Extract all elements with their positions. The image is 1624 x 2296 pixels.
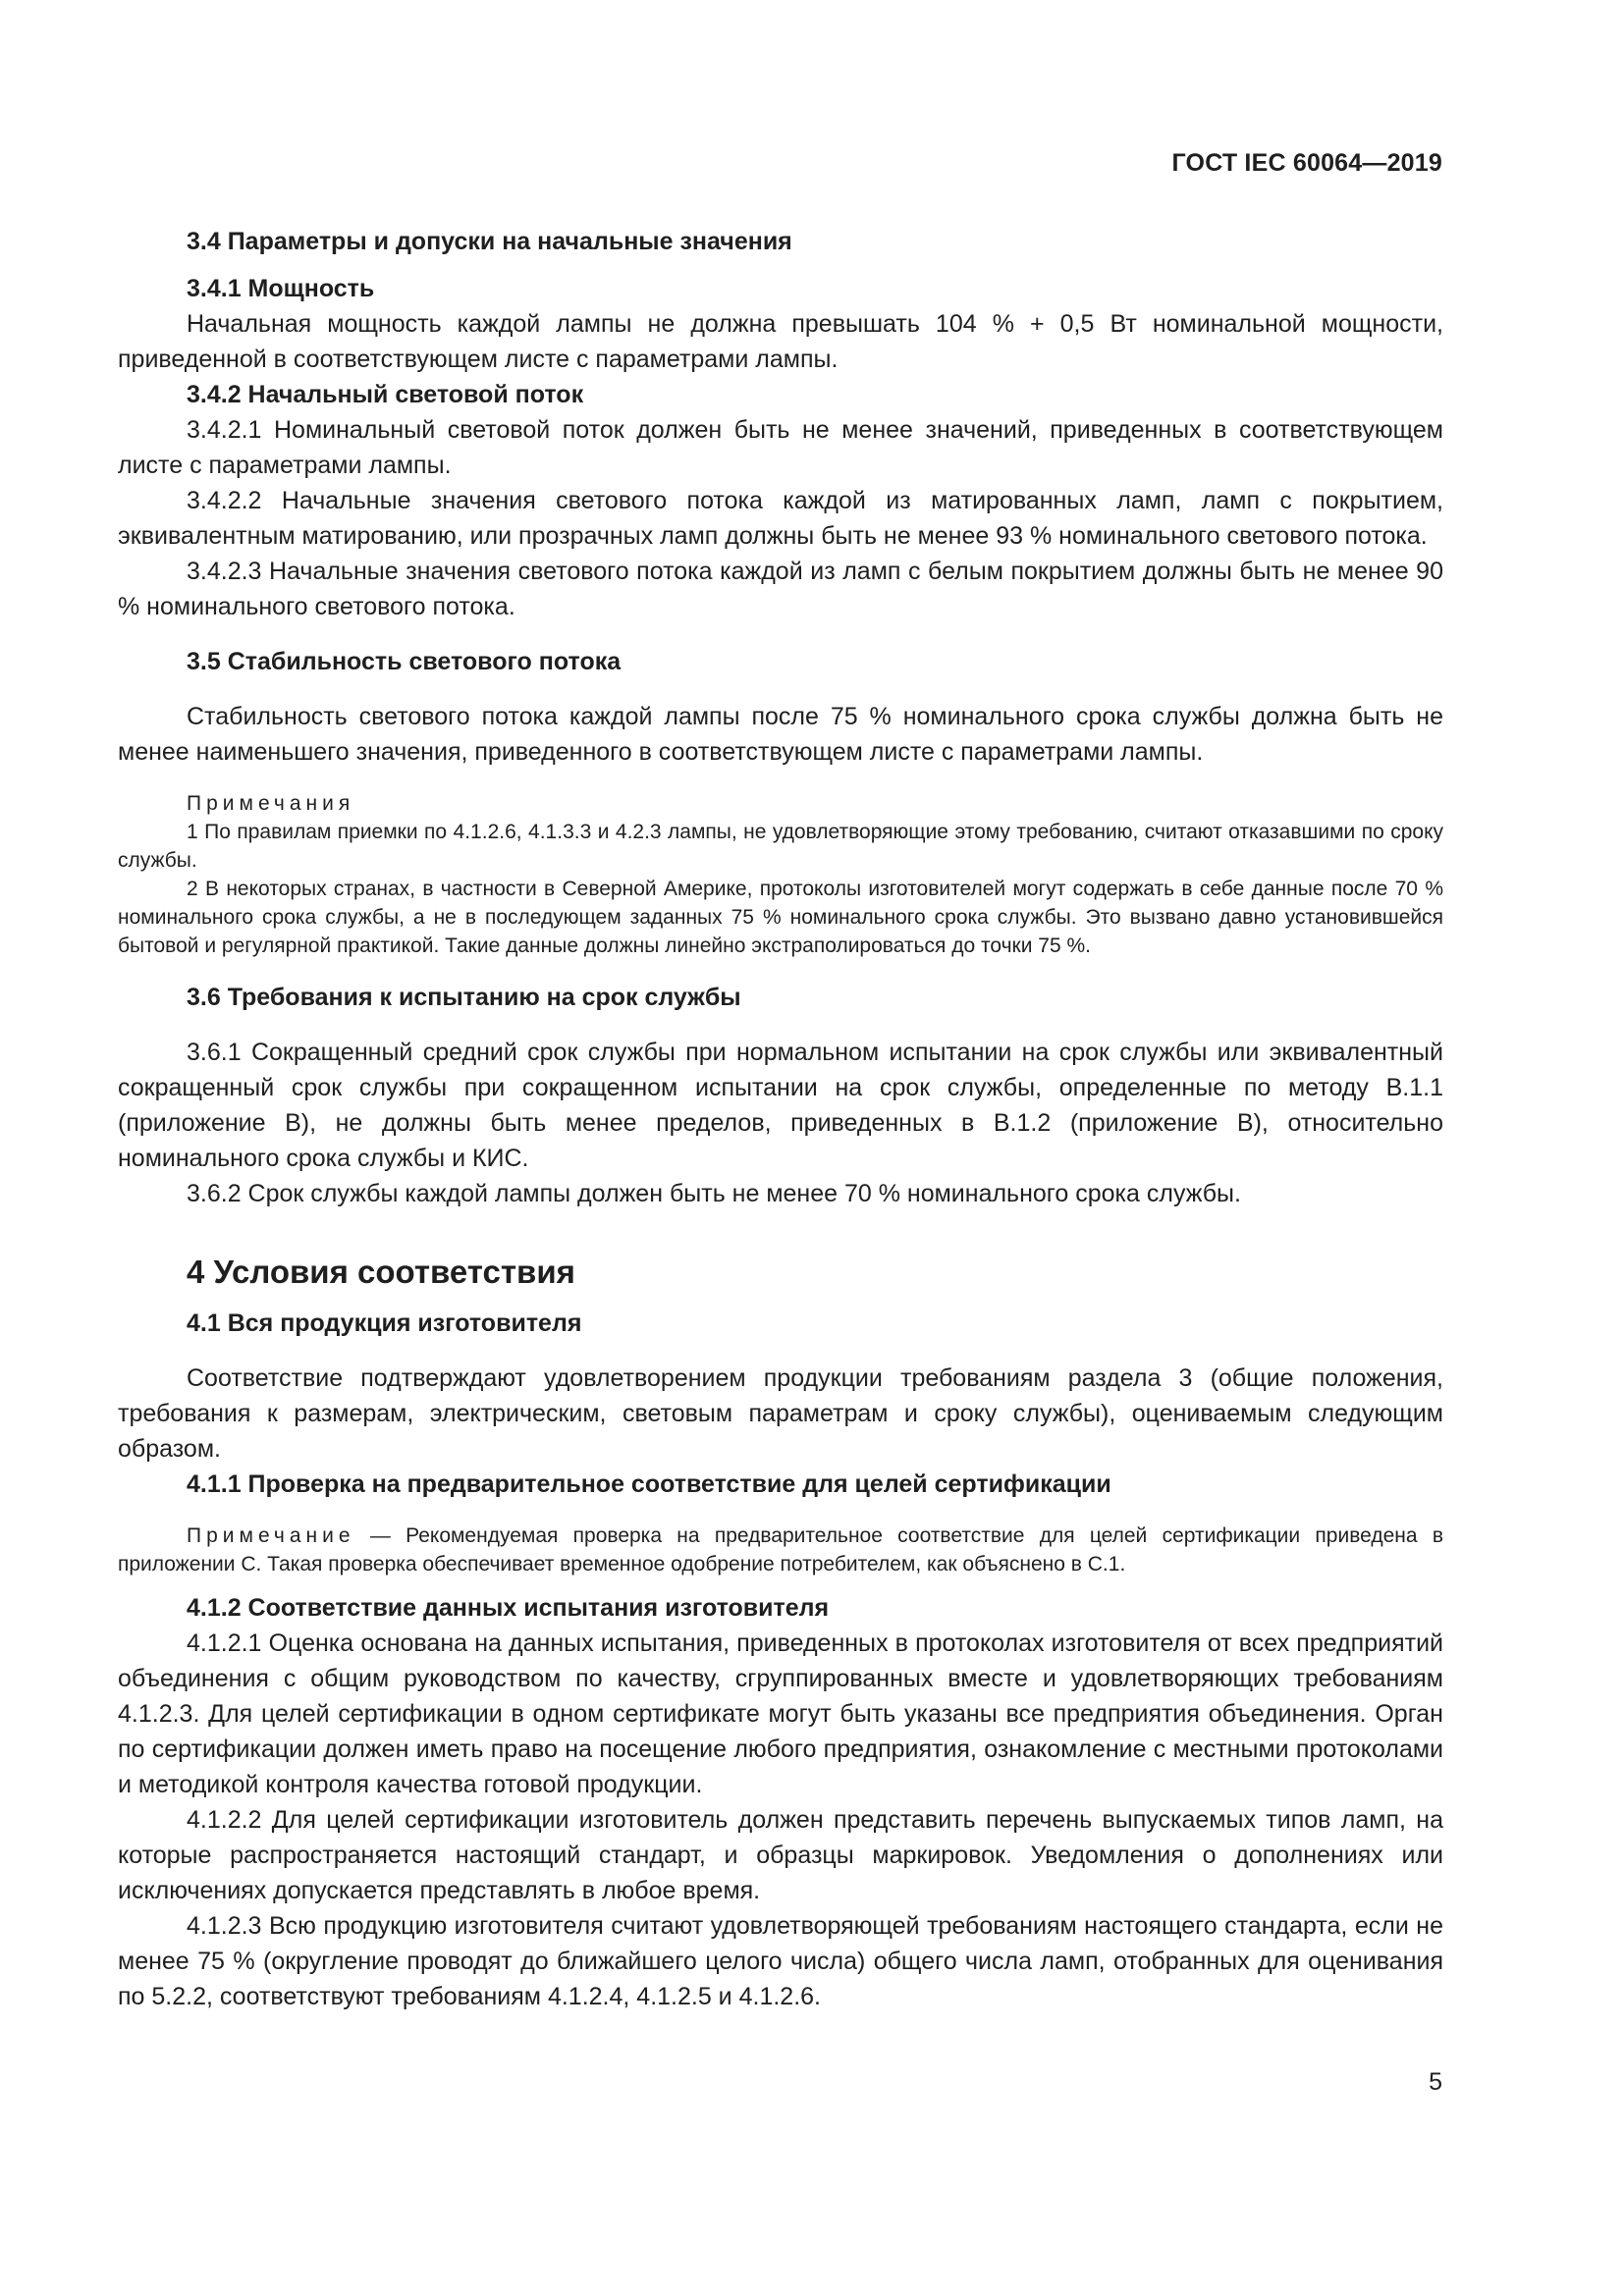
section-3-5-text: Стабильность светового потока каждой лампы после 75 % номинального срока службы должна быть не менее наименьшего значения, приведенного в соответствующем листе с параметрами лампы. [118,703,1443,766]
section-3-4-2-heading: 3.4.2 Начальный световой поток [187,381,584,408]
section-4-1-1-note [118,1522,1443,1578]
section-3-6-2-text: 3.6.2 Срок службы каждой лампы должен быть не менее 70 % номинального срока службы. [187,1180,1241,1207]
section-3-5-notes [118,789,1443,960]
document-id-header: ГОСТ IEC 60064—2019 [1171,149,1442,177]
section-3-4-2-3-text: 3.4.2.3 Начальные значения светового потока каждой из ламп с белым покрытием должны быть не менее 90 % номинального светового потока. [118,558,1443,620]
notes-title: Примечания [187,792,355,815]
section-3-5-heading: 3.5 Стабильность светового потока [187,648,622,675]
section-3-4-1-heading: 3.4.1 Мощность [187,275,375,302]
section-4-1-2-heading: 4.1.2 Соответствие данных испытания изготовителя [187,1594,830,1622]
page-content [118,224,1443,2014]
note-label: Примечание [187,1524,355,1547]
section-4-1-heading: 4.1 Вся продукция изготовителя [187,1309,582,1337]
section-3-6-heading: 3.6 Требования к испытанию на срок службы [187,984,741,1011]
section-4-1-2-1-text: 4.1.2.1 Оценка основана на данных испытания, приведенных в протоколах изготовителя от всех предприятий объединения с общим руководством по качеству, сгруппированных вместе и удовлетворяющих требованиям 4.1.2.3. Для целей сертификации в одном сертификате могут быть указаны все предприятия объединения. Орган по сертификации должен иметь право на посещение любого предприятия, ознакомление с местными протоколами и методикой контроля качества готовой продукции. [118,1629,1443,1798]
section-4-1-1-heading: 4.1.1 Проверка на предварительное соответствие для целей сертификации [187,1470,1111,1498]
section-3-4-2-2-text: 3.4.2.2 Начальные значения светового потока каждой из матированных ламп, ламп с покрытием, эквивалентным матированию, или прозрачных ламп должны быть не менее 93 % номинального светового потока. [118,487,1443,550]
section-4-1-2-2-text: 4.1.2.2 Для целей сертификации изготовитель должен представить перечень выпускаемых типов ламп, на которые распространяется настоящий стандарт, и образцы маркировок. Уведомления о дополнениях или исключениях допускается представлять в любое время. [118,1806,1443,1904]
section-3-4-heading: 3.4 Параметры и допуски на начальные значения [187,228,792,255]
section-3-6-1-text: 3.6.1 Сокращенный средний срок службы при нормальном испытании на срок службы или эквивалентный сокращенный срок службы при сокращенном испытании на срок службы, определенные по методу В.1.1 (приложение В), не должны быть менее пределов, приведенных в В.1.2 (приложение В), относительно номинального срока службы и КИС. [118,1039,1443,1172]
page-number: 5 [1429,2068,1442,2096]
section-3-4-2-1-text: 3.4.2.1 Номинальный световой поток должен быть не менее значений, приведенных в соответствующем листе с параметрами лампы. [118,416,1443,479]
section-4-1-text: Соответствие подтверждают удовлетворением продукции требованиям раздела 3 (общие положения, требования к размерам, электрическим, световым параметрам и сроку службы), оцениваемым следующим образом. [118,1364,1443,1463]
section-4-1-2-3-text: 4.1.2.3 Всю продукцию изготовителя считают удовлетворяющей требованиям настоящего стандарта, если не менее 75 % (округление проводят до ближайшего целого числа) общего числа ламп, отобранных для оценивания по 5.2.2, соответствуют требованиям 4.1.2.4, 4.1.2.5 и 4.1.2.6. [118,1912,1443,2010]
section-3-4-1-text: Начальная мощность каждой лампы не должна превышать 104 % + 0,5 Вт номинальной мощности, приведенной в соответствующем листе с параметрами лампы. [118,310,1443,373]
note-1: 1 По правилам приемки по 4.1.2.6, 4.1.3.3 и 4.2.3 лампы, не удовлетворяющие этому требованию, считают отказавшими по сроку службы. [118,821,1443,872]
note-text: — Рекомендуемая проверка на предварительное соответствие для целей сертификации приведена в приложении С. Такая проверка обеспечивает временное одобрение потребителем, как объяснено в С.1. [118,1524,1443,1575]
note-2: 2 В некоторых странах, в частности в Северной Америке, протоколы изготовителей могут содержать в себе данные после 70 % номинального срока службы, а не в последующем заданных 75 % номинального срока службы. Это вызвано давно установившейся бытовой и регулярной практикой. Такие данные должны линейно экстраполироваться до точки 75 %. [118,878,1443,957]
section-4-heading: 4 Условия соответствия [187,1254,575,1290]
